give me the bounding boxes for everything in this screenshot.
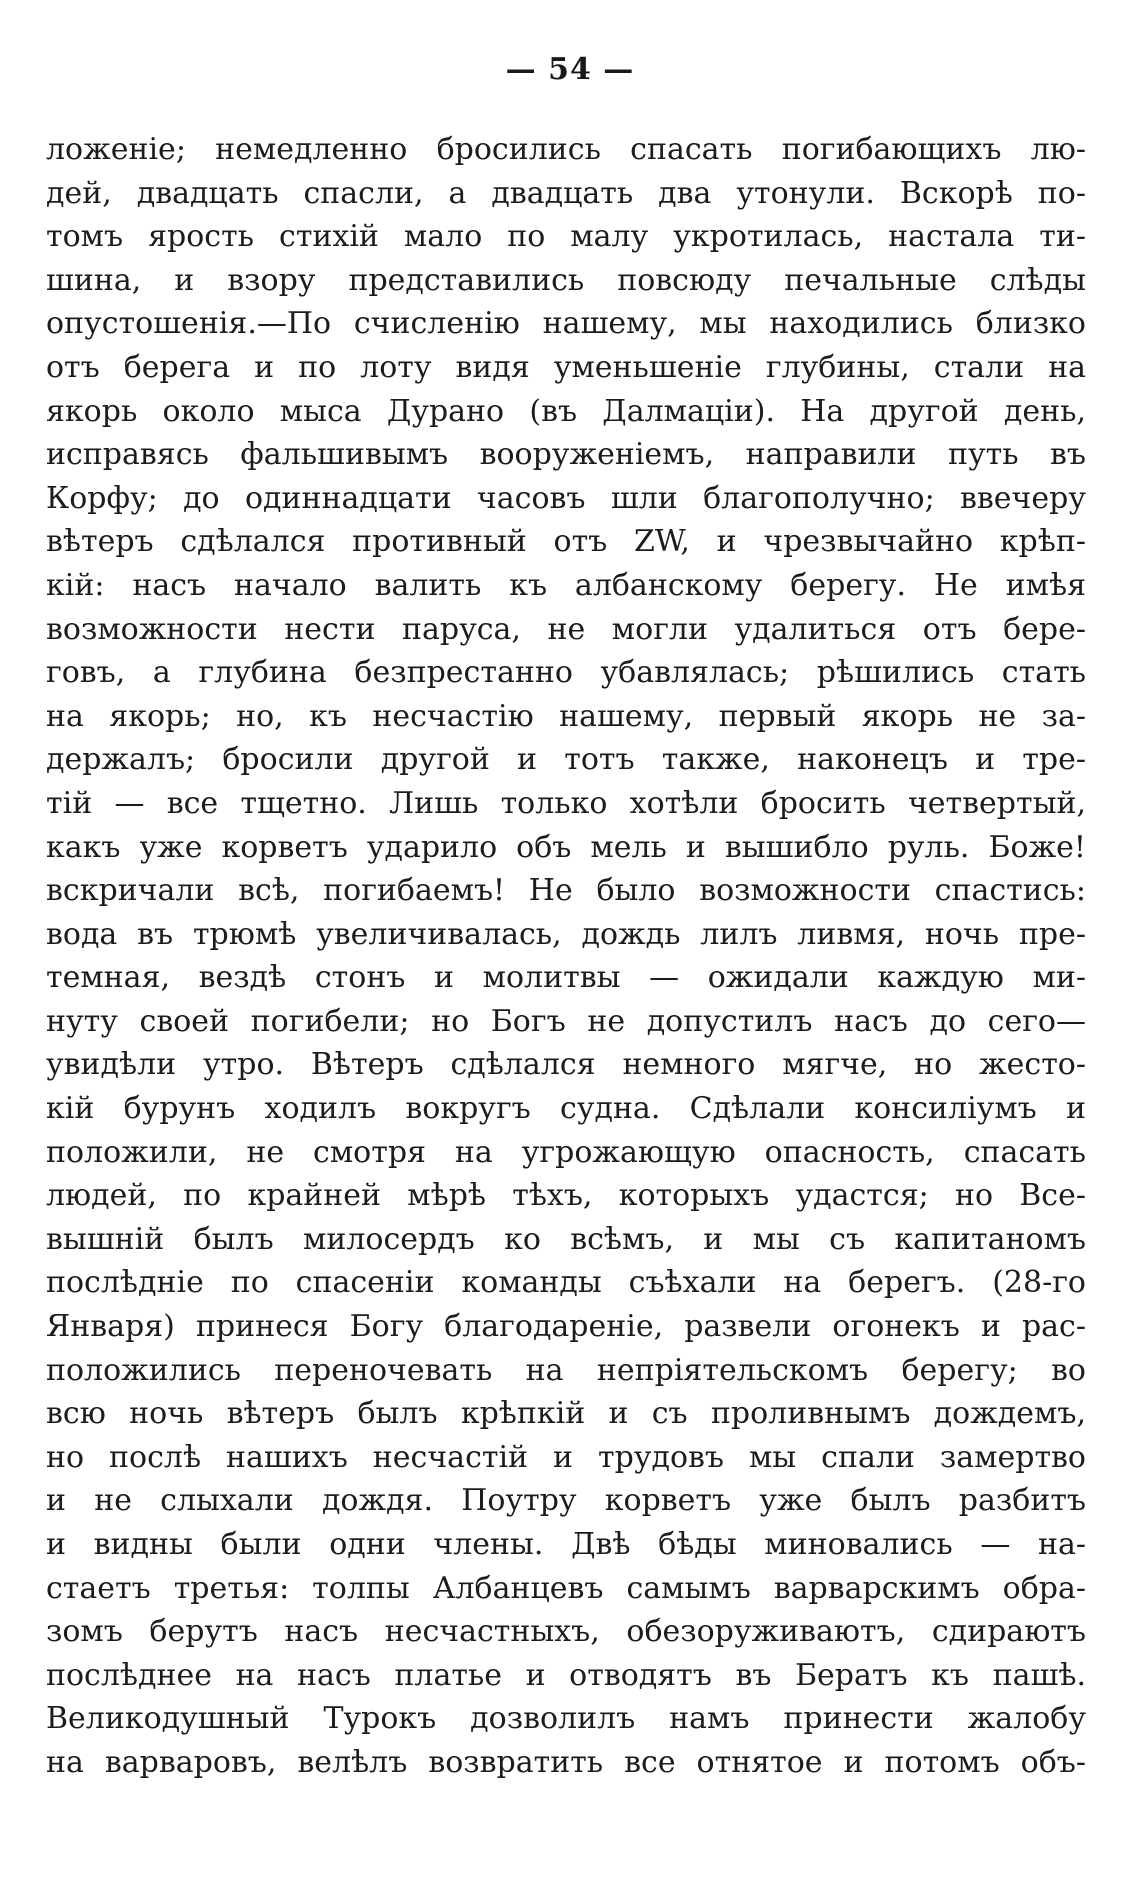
text-line: Корфу; до одиннадцати часовъ шли благополучно; ввечеру: [46, 480, 1086, 516]
text-line: положились переночевать на непріятельскомъ берегу; во: [46, 1352, 1086, 1388]
text-line: положили, не смотря на угрожающую опасность, спасать: [46, 1134, 1086, 1170]
text-line: и не слыхали дождя. Поутру корветъ уже былъ разбитъ: [46, 1483, 1086, 1519]
text-line: темная, вездѣ стонъ и молитвы — ожидали каждую ми-: [46, 960, 1086, 996]
text-line: нуту своей погибели; но Богъ не допустилъ насъ до сего—: [46, 1003, 1086, 1039]
text-line: якорь около мыса Дурано (въ Далмаціи). На другой день,: [46, 393, 1086, 429]
text-line: и видны были одни члены. Двѣ бѣды миновались — на-: [46, 1527, 1086, 1562]
text-line: кій бурунъ ходилъ вокругъ судна. Сдѣлали консиліумъ и: [46, 1091, 1086, 1127]
text-line: кій: насъ начало валить къ албанскому берегу. Не имѣя: [46, 567, 1086, 603]
text-line: увидѣли утро. Вѣтеръ сдѣлался немного мягче, но жесто-: [46, 1047, 1086, 1083]
text-line: вѣтеръ сдѣлался противный отъ ZW, и чрезвычайно крѣп-: [46, 524, 1086, 560]
body-text: [46, 128, 1086, 1785]
text-line: послѣднее на насъ платье и отводятъ въ Бератъ къ пашѣ.: [46, 1657, 1086, 1693]
text-line: держалъ; бросили другой и тотъ также, наконецъ и тре-: [46, 742, 1086, 778]
text-line: опустошенія.—По счисленію нашему, мы находились близко: [46, 306, 1086, 342]
text-line: Великодушный Турокъ дозволилъ намъ принести жалобу: [46, 1701, 1086, 1737]
text-line: на якорь; но, къ несчастію нашему, первый якорь не за-: [46, 698, 1086, 734]
text-line: всю ночь вѣтеръ былъ крѣпкій и съ проливнымъ дождемъ,: [46, 1396, 1086, 1432]
text-line: на варваровъ, велѣлъ возвратить все отнятое и потомъ объ-: [46, 1744, 1086, 1780]
text-line: Января) принеся Богу благодареніе, развели огонекъ и рас-: [46, 1309, 1086, 1345]
text-line: возможности нести паруса, не могли удалиться отъ бере-: [46, 611, 1086, 647]
text-line: говъ, а глубина безпрестанно убавлялась; рѣшились стать: [46, 655, 1086, 691]
text-line: людей, по крайней мѣрѣ тѣхъ, которыхъ удастся; но Все-: [46, 1178, 1086, 1214]
text-line: тій — все тщетно. Лишь только хотѣли бросить четвертый,: [46, 785, 1086, 821]
text-line: ложеніе; немедленно бросились спасать погибающихъ лю-: [46, 132, 1086, 167]
text-line: послѣдніе по спасеніи команды съѣхали на берегъ. (28-го: [46, 1265, 1086, 1301]
page-number: — 54 —: [505, 52, 635, 87]
text-line: но послѣ нашихъ несчастій и трудовъ мы спали замертво: [46, 1439, 1086, 1475]
text-line: отъ берега и по лоту видя уменьшеніе глубины, стали на: [46, 349, 1086, 385]
text-line: томъ ярость стихій мало по малу укротилась, настала ти-: [46, 219, 1086, 255]
text-line: шина, и взору представились повсюду печальные слѣды: [46, 262, 1086, 298]
text-line: вскричали всѣ, погибаемъ! Не было возможности спастись:: [46, 873, 1086, 909]
text-line: вода въ трюмѣ увеличивалась, дождь лилъ ливмя, ночь пре-: [46, 916, 1086, 952]
text-line: какъ уже корветъ ударило объ мель и вышибло руль. Боже!: [46, 829, 1086, 865]
text-line: исправясь фальшивымъ вооруженіемъ, направили путь въ: [46, 437, 1086, 473]
text-line: дей, двадцать спасли, а двадцать два утонули. Вскорѣ по-: [46, 175, 1086, 211]
text-line: стаетъ третья: толпы Албанцевъ самымъ варварскимъ обра-: [46, 1570, 1086, 1606]
text-line: зомъ берутъ насъ несчастныхъ, обезоруживаютъ, сдираютъ: [46, 1614, 1086, 1650]
text-line: вышній былъ милосердъ ко всѣмъ, и мы съ капитаномъ: [46, 1221, 1086, 1257]
